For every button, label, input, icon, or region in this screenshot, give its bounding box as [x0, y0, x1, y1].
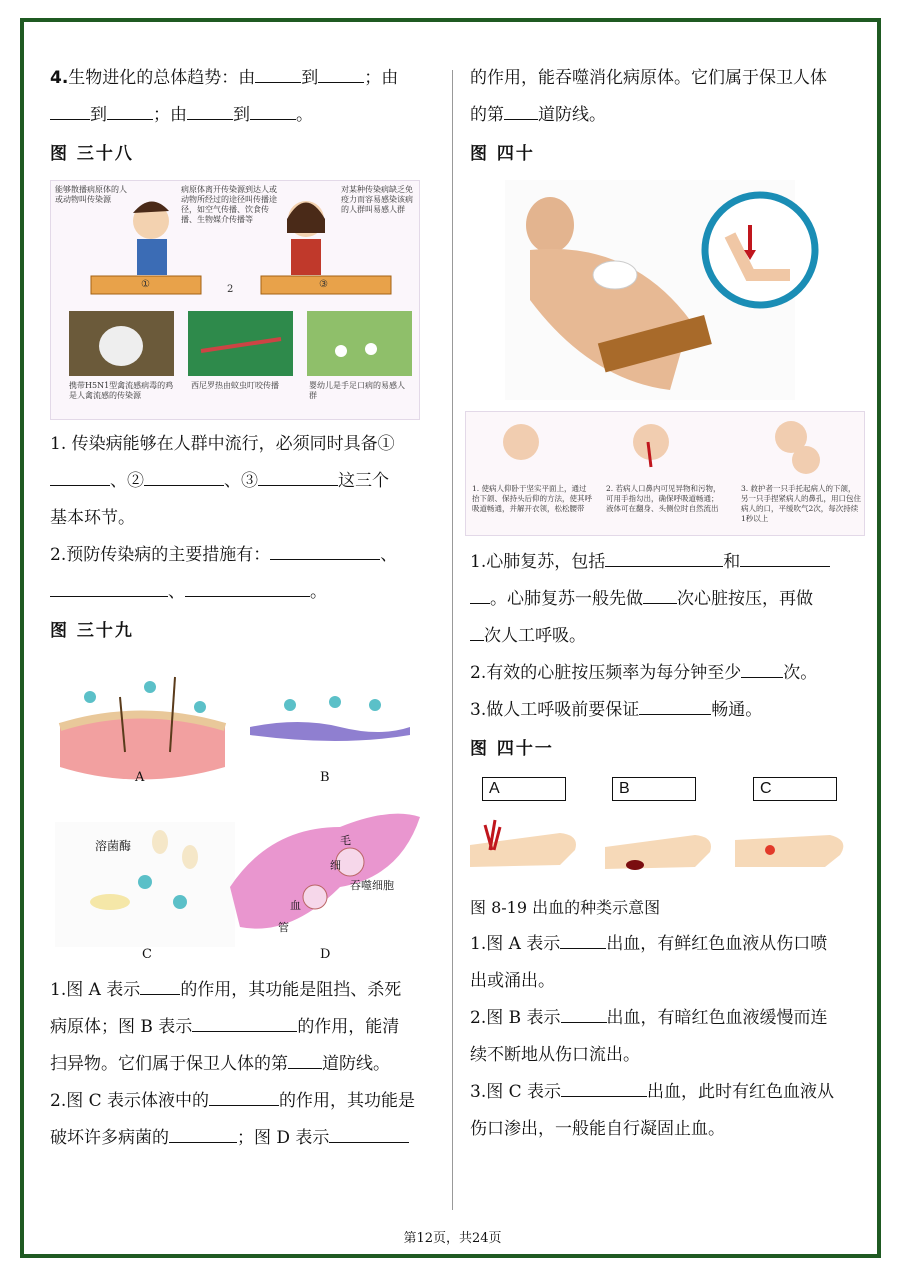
fig39-label-C: C: [142, 947, 152, 962]
fig39-label-D: D: [320, 947, 331, 962]
q40-2: 2.有效的心脏按压频率为每分钟至少 次。: [470, 655, 860, 692]
q39-2-continued: 的作用，能吞噬消化病原体。它们属于保卫人体 的第 道防线。: [470, 68, 827, 125]
fig38-caption-2: 西尼罗热由蚊虫叮咬传播: [191, 381, 279, 390]
q41-2: 2.图 B 表示 出血，有暗红色血液缓慢而连 续不断地从伤口流出。: [470, 1000, 860, 1074]
fig40-title: 图 四十: [470, 144, 535, 164]
fig38-bubble-route: 病原体离开传染源到达人或动物所经过的途径叫传播途径，如空气传播、饮食传播、生物媒介传播等: [181, 185, 277, 224]
fig38-title: 图 三十八: [50, 144, 134, 164]
fig39-xue: 血: [290, 899, 301, 912]
column-divider: [452, 70, 453, 1210]
fig41-box-A: A: [482, 777, 566, 801]
fig41-box-C: C: [753, 777, 837, 801]
fig40-steps-image: [465, 411, 865, 536]
fig39-label-A: A: [135, 770, 145, 785]
q41-1: 1.图 A 表示 出血，有鲜红色血液从伤口喷 出或涌出。: [470, 926, 860, 1000]
page-footer: 第12页，共24页: [403, 1231, 502, 1246]
q38-2: 2.预防传染病的主要措施有： 、 、 。: [50, 537, 435, 611]
fig38-num-1: ①: [141, 279, 150, 290]
fig39-xi: 细: [330, 859, 341, 872]
fig39-guan: 管: [278, 921, 289, 934]
fig41-caption: 图 8-19 出血的种类示意图: [470, 898, 661, 917]
q40-3: 3.做人工呼吸前要保证 畅通。: [470, 692, 860, 729]
fig40-step-1: 1. 使病人仰卧于坚实平面上，通过抬下颌、保持头后仰的方法，使其呼吸道畅通，并解开衣领，松松腰带: [472, 484, 592, 513]
fig39-lysozyme: 溶菌酶: [95, 839, 132, 853]
q39-2: 2.图 C 表示体液中的 的作用，其功能是 破坏许多病菌的 ；图 D 表示: [50, 1083, 435, 1157]
q40-1: 1.心肺复苏，包括 和 。心肺复苏一般先做 次心脏按压，再做 次人工呼吸。: [470, 544, 860, 655]
fig41-title: 图 四十一: [470, 739, 554, 759]
fig38-num-2: 2: [227, 284, 234, 295]
fig38-num-3: ③: [319, 279, 328, 290]
fig38-bubble-source: 能够散播病原体的人或动物叫传染源: [55, 185, 127, 204]
fig38-caption-1: 携带H5N1型禽流感病毒的鸡是人禽流感的传染源: [69, 381, 174, 400]
fig41-box-B: B: [612, 777, 696, 801]
fig39-image: [50, 657, 435, 972]
fig39-label-B: B: [320, 770, 330, 785]
fig40-cpr-image: [470, 180, 860, 405]
fig41-image: [470, 773, 860, 885]
fig39-title: 图 三十九: [50, 621, 134, 641]
q4-evolution: 4.生物进化的总体趋势：由 到 ；由 到 ；由 到 。: [50, 60, 435, 134]
left-column: [50, 60, 435, 1157]
fig39-phagocyte: 吞噬细胞: [350, 879, 394, 892]
fig38-bubble-susceptible: 对某种传染病缺乏免疫力而容易感染该病的人群叫易感人群: [341, 185, 413, 214]
fig38-image: [50, 180, 420, 420]
fig40-step-2: 2. 若病人口鼻内可见异物和污物，可用手指勾出，确保呼吸道畅通；液体可在翻身、头侧位时自然流出: [606, 484, 721, 513]
q41-3: 3.图 C 表示 出血，此时有红色血液从 伤口渗出，一般能自行凝固止血。: [470, 1074, 860, 1148]
right-column: [470, 60, 860, 1148]
q39-1: 1.图 A 表示 的作用，其功能是阻挡、杀死 病原体；图 B 表示 的作用，能清 扫异物。它们属于保卫人体的第 道防线。: [50, 972, 435, 1083]
fig40-step-3: 3. 救护者一只手托起病人的下颌，另一只手捏紧病人的鼻孔，用口包住病人的口，平缓吹气2次，每次持续1秒以上: [741, 484, 861, 523]
fig38-caption-3: 婴幼儿是手足口病的易感人群: [309, 381, 405, 400]
fig39-mao: 毛: [340, 834, 351, 847]
q38-1: 1. 传染病能够在人群中流行，必须同时具备① 、② 、③ 这三个 基本环节。: [50, 434, 395, 528]
